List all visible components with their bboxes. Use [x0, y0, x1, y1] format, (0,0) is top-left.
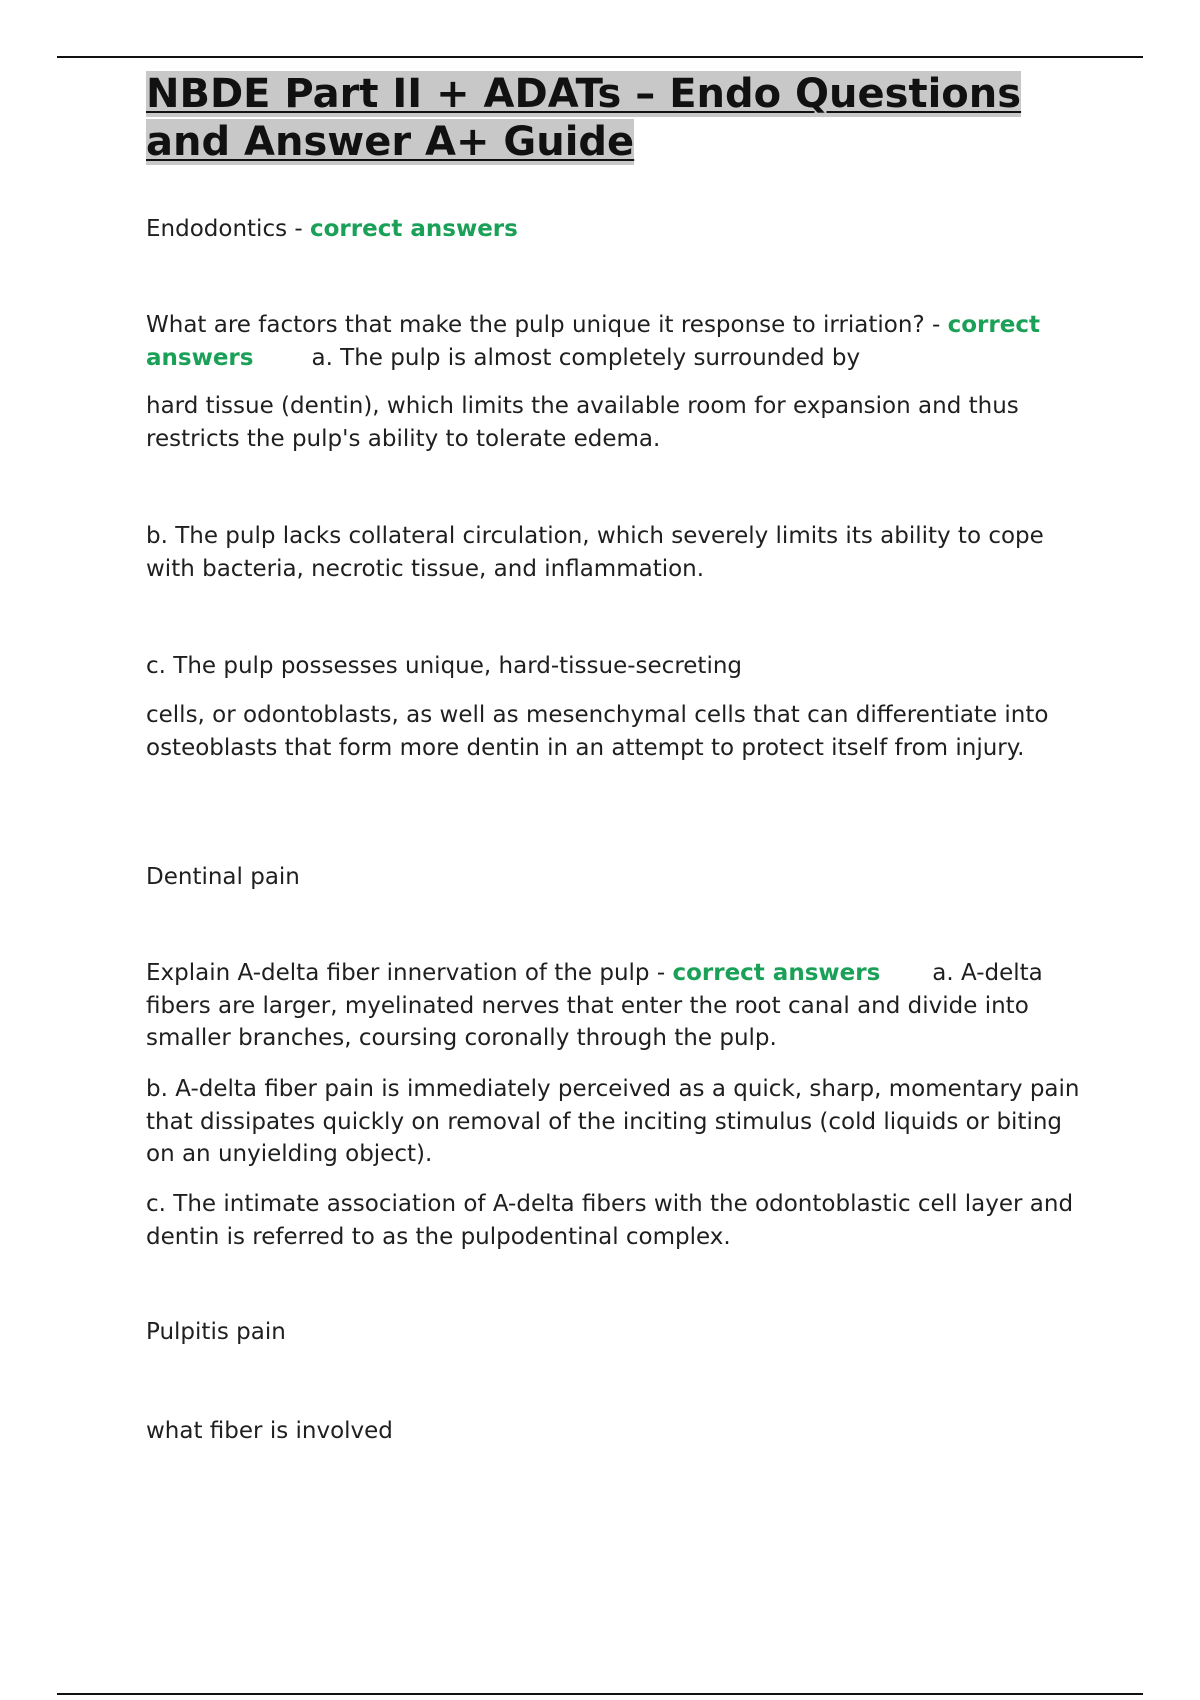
answer-c-start: c. The pulp possesses unique, hard-tissue-secreting: [146, 653, 743, 679]
document-body: [146, 70, 1096, 1444]
document-title-text: NBDE Part II + ADATs – Endo Questions and Answer A+ Guide: [146, 71, 1022, 165]
answer-c: c. The intimate association of A-delta fibers with the odontoblastic cell layer and dentin is referred to as the pulpodentinal complex.: [146, 1191, 1074, 1250]
section-dentinal-pain: Dentinal pain: [146, 864, 300, 890]
question-text: What are factors that make the pulp unique it response to irriation? -: [146, 312, 948, 338]
question-text: Explain A-delta fiber innervation of the pulp -: [146, 960, 673, 986]
section-heading: Endodontics -: [146, 216, 310, 242]
question-2: [146, 957, 1096, 1055]
answer-b: b. The pulp lacks collateral circulation, which severely limits its ability to cope with bacteria, necrotic tissue, and inflammation.: [146, 523, 1044, 582]
answer-a-start: a. The pulp is almost completely surrounded by: [311, 344, 861, 371]
answer-c-continued: cells, or odontoblasts, as well as mesenchymal cells that can differentiate into osteoblasts that form more dentin in an attempt to protect itself from injury.: [146, 702, 1049, 761]
question-3: what fiber is involved: [146, 1418, 393, 1444]
answer-a-continued: hard tissue (dentin), which limits the available room for expansion and thus restricts the pulp's ability to tolerate edema.: [146, 393, 1019, 452]
section-pulpitis-pain: Pulpitis pain: [146, 1319, 286, 1345]
correct-answers-label: correct answers: [672, 960, 881, 986]
correct-answers-label: correct answers: [146, 312, 1040, 371]
document-title: [146, 70, 1096, 166]
question-1: [146, 309, 1096, 374]
section-endodontics: [146, 213, 1096, 246]
bottom-rule: [57, 1693, 1143, 1695]
answer-b: b. A-delta fiber pain is immediately perceived as a quick, sharp, momentary pain that dissipates quickly on removal of the inciting stimulus (cold liquids or biting on an unyielding object).: [146, 1076, 1080, 1167]
answer-a: a. A-delta fibers are larger, myelinated nerves that enter the root canal and divide into smaller branches, coursing coronally through the pulp.: [146, 960, 1043, 1051]
correct-answers-label: correct answers: [310, 216, 518, 242]
top-rule: [57, 56, 1143, 58]
